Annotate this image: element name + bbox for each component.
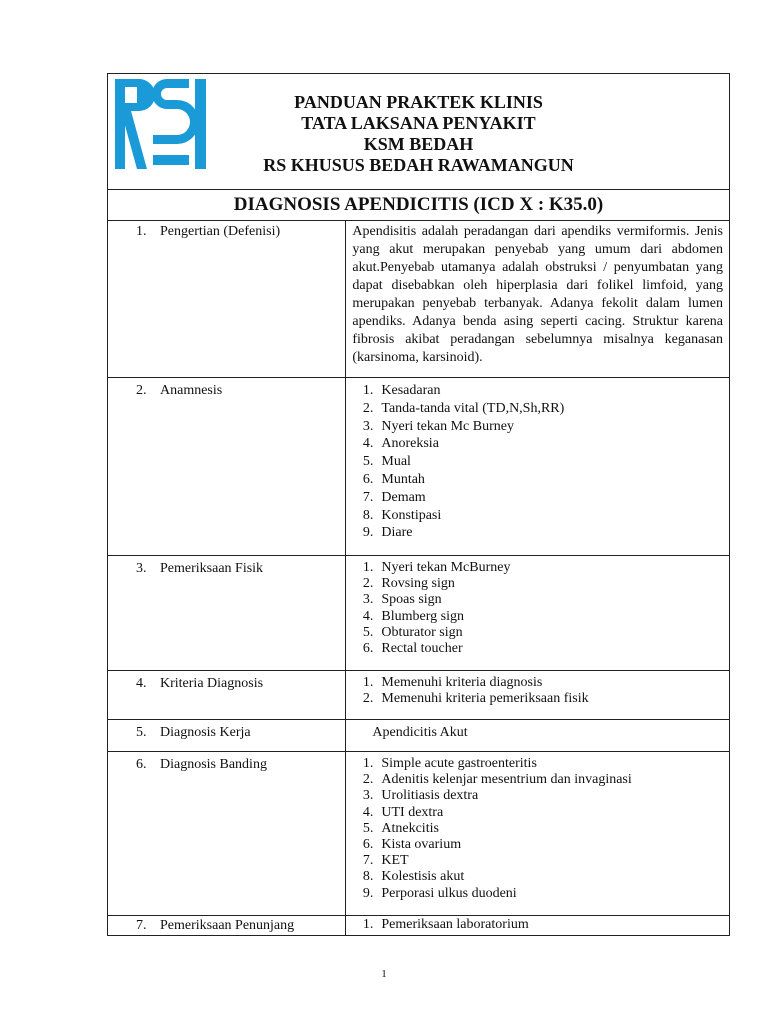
row-label: Pemeriksaan Penunjang xyxy=(160,918,295,933)
row-number: 5. xyxy=(136,725,147,740)
list-item-number: 5. xyxy=(362,624,374,640)
row-label-cell xyxy=(108,556,346,671)
physical-exam-list xyxy=(346,556,729,657)
list-item-number: 2. xyxy=(362,772,374,788)
list-item xyxy=(346,524,729,542)
list-item xyxy=(346,691,729,707)
row-number: 4. xyxy=(136,676,147,691)
list-item-text: Rectal toucher xyxy=(381,641,463,657)
table-row xyxy=(108,378,730,556)
list-item xyxy=(346,869,729,885)
row-content-cell xyxy=(346,752,730,916)
list-item xyxy=(346,418,729,436)
list-item xyxy=(346,576,729,592)
page-number: 1 xyxy=(381,968,387,980)
list-item xyxy=(346,435,729,453)
list-item xyxy=(346,853,729,869)
list-item-text: Memenuhi kriteria pemeriksaan fisik xyxy=(381,691,589,707)
row-number: 2. xyxy=(136,383,147,398)
list-item-number: 4. xyxy=(362,608,374,624)
list-item-text: Anoreksia xyxy=(381,436,439,452)
list-item-text: Rovsing sign xyxy=(381,576,455,592)
list-item-text: Blumberg sign xyxy=(381,608,464,624)
header-title-block xyxy=(108,92,729,176)
row-label: Diagnosis Banding xyxy=(160,757,267,772)
table-row xyxy=(108,720,730,752)
list-item-number: 5. xyxy=(362,454,374,470)
list-item-text: Memenuhi kriteria diagnosis xyxy=(381,675,543,690)
working-diagnosis: Apendicitis Akut xyxy=(372,725,468,740)
list-item-number: 9. xyxy=(362,885,374,901)
table-row xyxy=(108,671,730,720)
definition-paragraph: Apendisitis adalah peradangan dari apendiks vermiformis. Jenis yang akut merupakan penyebab yang umum dari abdomen akut.Penyebab utamanya adalah obstruksi / penyumbatan yang dapat disebabkan oleh hiperplasia dari folikel limfoid, yang merupakan penyebab terbanyak. Adanya fekolit dalam lumen apendiks. Adanya benda asing seperti cacing. Struktur karena fibrosis akibat peradangan sebelumnya misalnya keganasan (karsinoma, karsinoid). xyxy=(352,224,723,365)
list-item-text: Diare xyxy=(381,525,413,541)
list-item-number: 1. xyxy=(362,917,374,932)
row-label: Diagnosis Kerja xyxy=(160,725,251,740)
list-item-number: 4. xyxy=(362,436,374,452)
row-label-cell xyxy=(108,752,346,916)
list-item xyxy=(346,609,729,625)
document-header xyxy=(108,74,730,190)
list-item xyxy=(346,772,729,788)
list-item-text: Mual xyxy=(381,454,411,470)
list-item-number: 1. xyxy=(362,383,374,398)
list-item-number: 4. xyxy=(362,804,374,820)
list-item-text: Kolestisis akut xyxy=(381,869,465,885)
list-item-text: UTI dextra xyxy=(381,804,444,820)
list-item-text: Konstipasi xyxy=(381,507,442,523)
supporting-exam-list xyxy=(346,916,729,933)
list-item-number: 3. xyxy=(362,592,374,608)
row-label-cell xyxy=(108,720,346,752)
list-item xyxy=(346,756,729,772)
row-label: Anamnesis xyxy=(160,383,223,398)
row-content-cell xyxy=(346,556,730,671)
header-line-3: KSM BEDAH xyxy=(363,134,474,154)
list-item xyxy=(346,641,729,657)
list-item-text: Adenitis kelenjar mesentrium dan invaginasi xyxy=(381,772,632,788)
anamnesis-list xyxy=(346,378,729,542)
row-content-cell xyxy=(346,916,730,936)
row-label: Pemeriksaan Fisik xyxy=(160,561,264,576)
list-item-number: 8. xyxy=(362,507,374,523)
list-item-text: KET xyxy=(381,853,409,869)
list-item-number: 2. xyxy=(362,400,374,416)
list-item-text: Urolitiasis dextra xyxy=(381,788,479,804)
list-item xyxy=(346,675,729,691)
list-item xyxy=(346,471,729,489)
diagnosis-criteria-list xyxy=(346,671,729,707)
list-item-number: 9. xyxy=(362,525,374,541)
list-item-text: Kesadaran xyxy=(381,383,441,398)
list-item-text: Simple acute gastroenteritis xyxy=(381,756,537,771)
list-item-number: 7. xyxy=(362,489,374,505)
row-label-cell xyxy=(108,916,346,936)
row-content-cell xyxy=(346,720,730,752)
list-item-text: Nyeri tekan McBurney xyxy=(381,560,511,575)
list-item xyxy=(346,592,729,608)
row-content-cell xyxy=(346,221,730,378)
row-label-cell xyxy=(108,378,346,556)
list-item-text: Obturator sign xyxy=(381,624,463,640)
row-label-cell xyxy=(108,221,346,378)
header-line-2: TATA LAKSANA PENYAKIT xyxy=(301,113,536,133)
list-item-number: 5. xyxy=(362,820,374,836)
table-row xyxy=(108,556,730,671)
list-item-text: Tanda-tanda vital (TD,N,Sh,RR) xyxy=(381,400,565,416)
list-item xyxy=(346,453,729,471)
row-number: 7. xyxy=(136,918,147,933)
list-item xyxy=(346,788,729,804)
list-item-text: Pemeriksaan laboratorium xyxy=(381,917,529,932)
list-item xyxy=(346,382,729,400)
list-item-text: Perporasi ulkus duodeni xyxy=(381,885,517,901)
list-item xyxy=(346,560,729,576)
table-row xyxy=(108,916,730,936)
clinical-guideline-table xyxy=(107,73,730,936)
list-item-text: Kista ovarium xyxy=(381,837,462,853)
list-item xyxy=(346,805,729,821)
list-item xyxy=(346,489,729,507)
table-row xyxy=(108,221,730,378)
list-item xyxy=(346,917,729,933)
list-item-text: Muntah xyxy=(381,471,425,487)
list-item-number: 8. xyxy=(362,869,374,885)
list-item-number: 7. xyxy=(362,853,374,869)
row-content-cell xyxy=(346,378,730,556)
list-item xyxy=(346,400,729,418)
row-number: 3. xyxy=(136,561,147,576)
header-line-1: PANDUAN PRAKTEK KLINIS xyxy=(294,92,543,112)
row-content-cell xyxy=(346,671,730,720)
list-item-number: 1. xyxy=(362,560,374,575)
list-item-number: 3. xyxy=(362,788,374,804)
list-item-number: 2. xyxy=(362,576,374,592)
list-item xyxy=(346,886,729,902)
list-item-text: Spoas sign xyxy=(381,592,442,608)
list-item-number: 6. xyxy=(362,471,374,487)
table-row xyxy=(108,752,730,916)
list-item xyxy=(346,821,729,837)
list-item-text: Atnekcitis xyxy=(381,820,439,836)
list-item-text: Nyeri tekan Mc Burney xyxy=(381,418,514,434)
differential-diagnosis-list xyxy=(346,752,729,902)
list-item-number: 6. xyxy=(362,837,374,853)
list-item-number: 1. xyxy=(362,675,374,690)
list-item xyxy=(346,837,729,853)
row-number: 6. xyxy=(136,757,147,772)
list-item-number: 2. xyxy=(362,691,374,707)
header-line-4: RS KHUSUS BEDAH RAWAMANGUN xyxy=(263,155,574,175)
row-label: Pengertian (Defenisi) xyxy=(160,224,281,239)
row-label-cell xyxy=(108,671,346,720)
row-number: 1. xyxy=(136,224,147,239)
list-item-number: 6. xyxy=(362,641,374,657)
diagnosis-title: DIAGNOSIS APENDICITIS (ICD X : K35.0) xyxy=(108,190,730,221)
row-label: Kriteria Diagnosis xyxy=(160,676,264,691)
list-item-text: Demam xyxy=(381,489,426,505)
list-item-number: 1. xyxy=(362,756,374,771)
list-item-number: 3. xyxy=(362,418,374,434)
list-item xyxy=(346,625,729,641)
list-item xyxy=(346,507,729,525)
